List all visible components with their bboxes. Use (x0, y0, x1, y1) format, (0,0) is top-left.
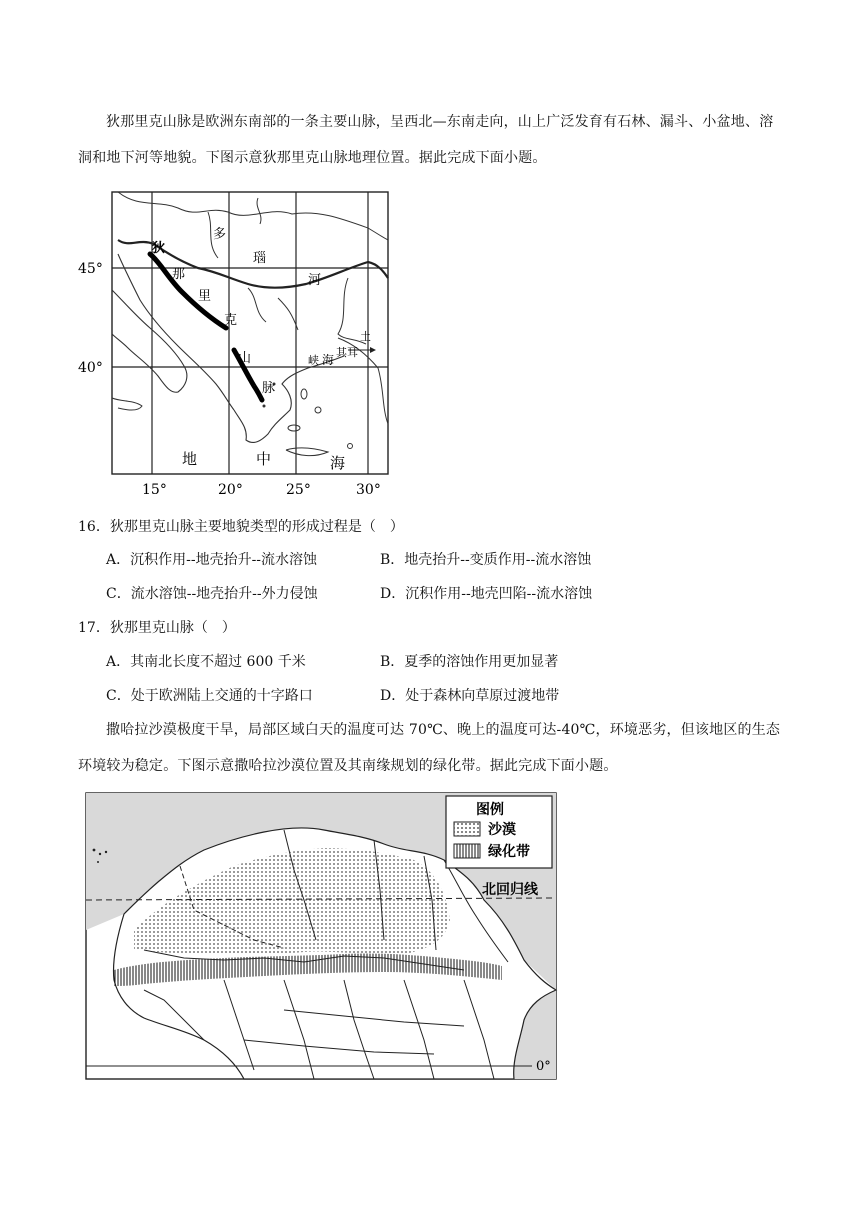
label-mai: 脉 (262, 381, 276, 396)
lat-label-40: 40° (78, 360, 103, 376)
label-di-sea: 地 (182, 450, 198, 468)
label-xia: 峡 (308, 354, 319, 367)
q17-option-d[interactable]: D．处于森林向草原过渡地带 (380, 688, 560, 704)
passage-2: 撒哈拉沙漠极度干旱，局部区域白天的温度可达 70℃、晚上的温度可达-40℃，环境恶劣，但该地区的生态环境较为稳定。下图示意撒哈拉沙漠位置及其南缘规划的绿化带。据此完成下面小题。 (78, 722, 781, 774)
label-nao: 瑙 (253, 251, 267, 266)
lon-label-15: 15° (142, 482, 167, 498)
label-li: 里 (198, 289, 212, 304)
legend-greenbelt-swatch (454, 844, 480, 858)
legend-desert-swatch (454, 822, 480, 836)
q16-option-b[interactable]: B．地壳抬升--变质作用--流水溶蚀 (380, 552, 592, 568)
q17-option-c[interactable]: C．处于欧洲陆上交通的十字路口 (106, 688, 313, 704)
label-di: 狄 (152, 241, 166, 256)
label-he: 河 (308, 273, 322, 288)
q17-option-a[interactable]: A．其南北长度不超过 600 千米 (106, 654, 306, 670)
lon-label-20: 20° (218, 482, 243, 498)
question-17-stem: 17．狄那里克山脉（ ） (78, 620, 236, 636)
q17-option-b[interactable]: B．夏季的溶蚀作用更加显著 (380, 654, 559, 670)
q16-option-a[interactable]: A．沉积作用--地壳抬升--流水溶蚀 (106, 552, 318, 568)
label-na: 那 (172, 267, 186, 282)
legend-greenbelt-label: 绿化带 (488, 844, 530, 860)
label-shan: 山 (238, 351, 252, 366)
label-zhong-sea: 中 (256, 450, 272, 468)
label-erqi: 其耳 (336, 346, 358, 359)
label-ke: 克 (224, 313, 238, 328)
dinaric-map (78, 188, 398, 500)
label-tu: 土 (360, 330, 371, 343)
tropic-label: 北回归线 (482, 882, 538, 898)
legend-desert-label: 沙漠 (488, 822, 516, 838)
lat-label-45: 45° (78, 261, 103, 277)
label-hai-sea: 海 (330, 454, 346, 472)
question-16-stem: 16．狄那里克山脉主要地貌类型的形成过程是（ ） (78, 519, 404, 535)
equator-label: 0° (536, 1059, 551, 1074)
legend-title: 图例 (476, 802, 504, 818)
label-hai-strait: 海 (322, 353, 335, 367)
passage-1: 狄那里克山脉是欧洲东南部的一条主要山脉，呈西北—东南走向，山上广泛发育有石林、漏斗、小盆地、溶洞和地下河等地貌。下图示意狄那里克山脉地理位置。据此完成下面小题。 (78, 114, 774, 166)
q16-option-d[interactable]: D．沉积作用--地壳凹陷--流水溶蚀 (380, 586, 593, 602)
lon-label-30: 30° (356, 482, 381, 498)
lon-label-25: 25° (286, 482, 311, 498)
label-duo: 多 (213, 227, 227, 242)
q16-option-c[interactable]: C．流水溶蚀--地壳抬升--外力侵蚀 (106, 586, 318, 602)
sahara-map (84, 790, 560, 1082)
